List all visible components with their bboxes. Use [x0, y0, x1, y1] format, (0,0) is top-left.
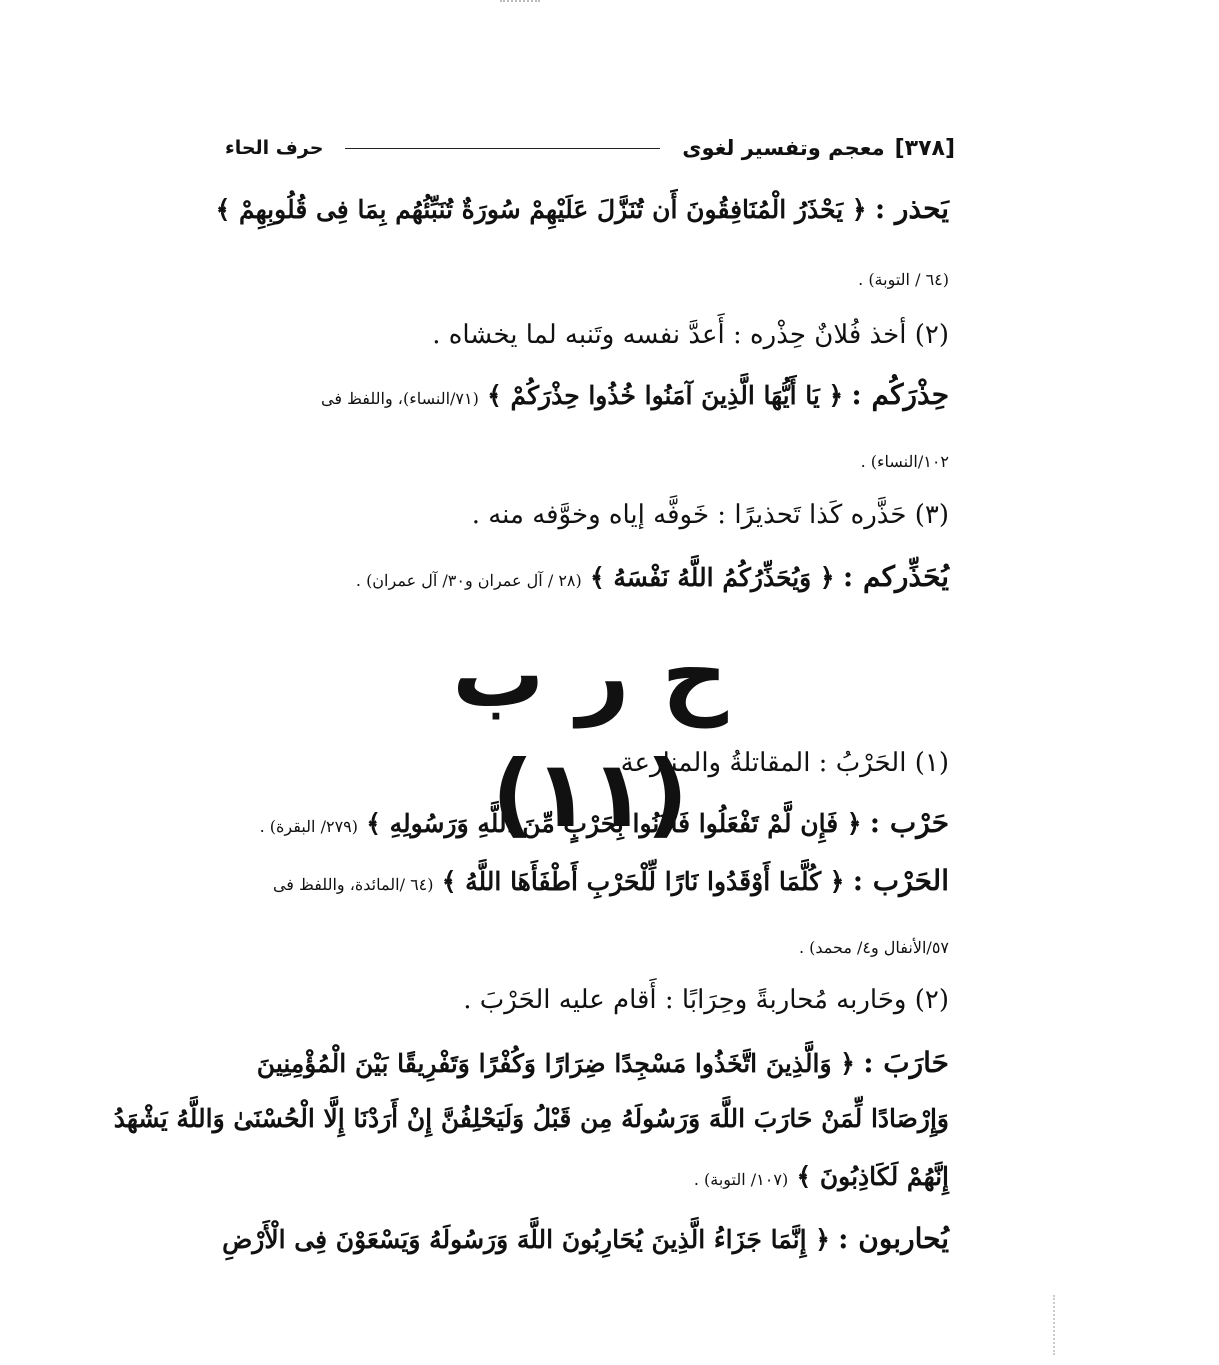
- quran-verse: ﴿ وَالَّذِينَ اتَّخَذُوا مَسْجِدًا ضِرَارًا وَكُفْرًا وَتَفْرِيقًا بَيْنَ الْمُؤْمِنِينَ: [256, 1049, 855, 1078]
- entry-line: [215, 378, 949, 411]
- root-heading: ح ر ب (١١): [452, 621, 728, 848]
- quran-verse: ﴿ فَإِن لَّمْ تَفْعَلُوا فَأْذَنُوا بِحَرْبٍ مِّنَ اللَّهِ وَرَسُولِهِ ﴾: [366, 809, 862, 838]
- verse-reference: (١٠٧/ التوبة) .: [693, 1170, 789, 1189]
- quran-verse: ﴿ إِنَّمَا جَزَاءُ الَّذِينَ يُحَارِبُونَ اللَّهَ وَرَسُولَهُ وَيَسْعَوْنَ فِى الْأَرْضِ: [222, 1225, 830, 1254]
- entry-line: [215, 560, 949, 593]
- quran-verse: ﴿ يَحْذَرُ الْمُنَافِقُونَ أَن تُنَزَّلَ عَلَيْهِمْ سُورَةٌ تُنَبِّئُهُم بِمَا فِى قُلُوبِهِمْ ﴾: [215, 195, 867, 224]
- quran-verse: إِنَّهُمْ لَكَاذِبُونَ ﴾: [796, 1162, 949, 1191]
- header-rule: [345, 148, 660, 149]
- entry-line: [215, 1046, 949, 1079]
- quran-verse: ﴿ وَيُحَذِّرُكُمُ اللَّهُ نَفْسَهُ ﴾: [590, 563, 835, 592]
- book-title: معجم وتفسير لغوى: [682, 136, 885, 160]
- definition-line: [215, 320, 949, 350]
- verse-reference-cont: ١٠٢/النساء) .: [860, 452, 949, 471]
- entry-line: [215, 864, 949, 897]
- quran-verse: ﴿ كُلَّمَا أَوْقَدُوا نَارًا لِّلْحَرْبِ أَطْفَأَهَا اللَّهُ ﴾: [441, 867, 845, 896]
- verse-continuation: [113, 1104, 949, 1134]
- entry-line: [215, 806, 949, 839]
- definition-line: [215, 985, 949, 1015]
- verse-reference: (٦٤ / التوبة) .: [858, 270, 949, 289]
- entry-term: حَرْب :: [869, 806, 949, 839]
- entry-term: يُحَذِّركم :: [842, 560, 949, 593]
- reference-line: [215, 452, 949, 471]
- definition-line: [215, 500, 949, 530]
- quran-verse: وَإِرْصَادًا لِّمَنْ حَارَبَ اللَّهَ وَرَسُولَهُ مِن قَبْلُ وَلَيَحْلِفُنَّ إِنْ أَرَدْنَا إِلَّا الْحُسْنَىٰ وَاللَّهُ يَشْهَدُ: [113, 1104, 949, 1133]
- definition-line: [215, 748, 949, 778]
- entry-line: [215, 192, 949, 225]
- section-title: حرف الحاء: [225, 137, 324, 159]
- scan-edge-artifact: [1053, 1295, 1069, 1355]
- verse-continuation: [215, 1162, 949, 1192]
- entry-term: يَحذر :: [874, 192, 949, 225]
- definition-text: (٢) أخذ فُلانٌ حِذْره : أَعدَّ نفسه وتَنبه لما يخشاه .: [432, 320, 949, 350]
- verse-reference: (٢٨ / آل عمران و٣٠/ آل عمران) .: [355, 571, 582, 590]
- entry-term: الحَرْب :: [852, 864, 949, 897]
- definition-text: (٢) وحَاربه مُحاربةً وحِرَابًا : أَقام عليه الحَرْبَ .: [463, 985, 949, 1015]
- reference-line: [215, 938, 949, 957]
- entry-line: [215, 1222, 949, 1255]
- verse-reference: (٢٧٩/ البقرة) .: [259, 817, 358, 836]
- verse-reference: (٦٤ /المائدة، واللفظ فى: [272, 875, 434, 894]
- verse-reference: (٧١/النساء)، واللفظ فى: [321, 389, 479, 408]
- quran-verse: ﴿ يَا أَيُّهَا الَّذِينَ آمَنُوا خُذُوا حِذْرَكُمْ ﴾: [487, 381, 844, 410]
- definition-text: (١) الحَرْبُ : المقاتلةُ والمنازعة .: [604, 748, 949, 778]
- reference-line: [215, 270, 949, 289]
- verse-reference-cont: ٥٧/الأنفال و٤/ محمد) .: [798, 938, 949, 957]
- page-number: [٣٧٨]: [894, 135, 955, 161]
- page-header: [225, 130, 955, 166]
- entry-term: حِذْرَكُم :: [851, 378, 949, 411]
- definition-text: (٣) حَذَّره كَذا تَحذيرًا : خَوفَّه إياه وخوَّفه منه .: [471, 500, 949, 530]
- entry-term: حَارَبَ :: [863, 1046, 949, 1079]
- scan-mark: [500, 0, 540, 6]
- entry-term: يُحاربون :: [838, 1222, 949, 1255]
